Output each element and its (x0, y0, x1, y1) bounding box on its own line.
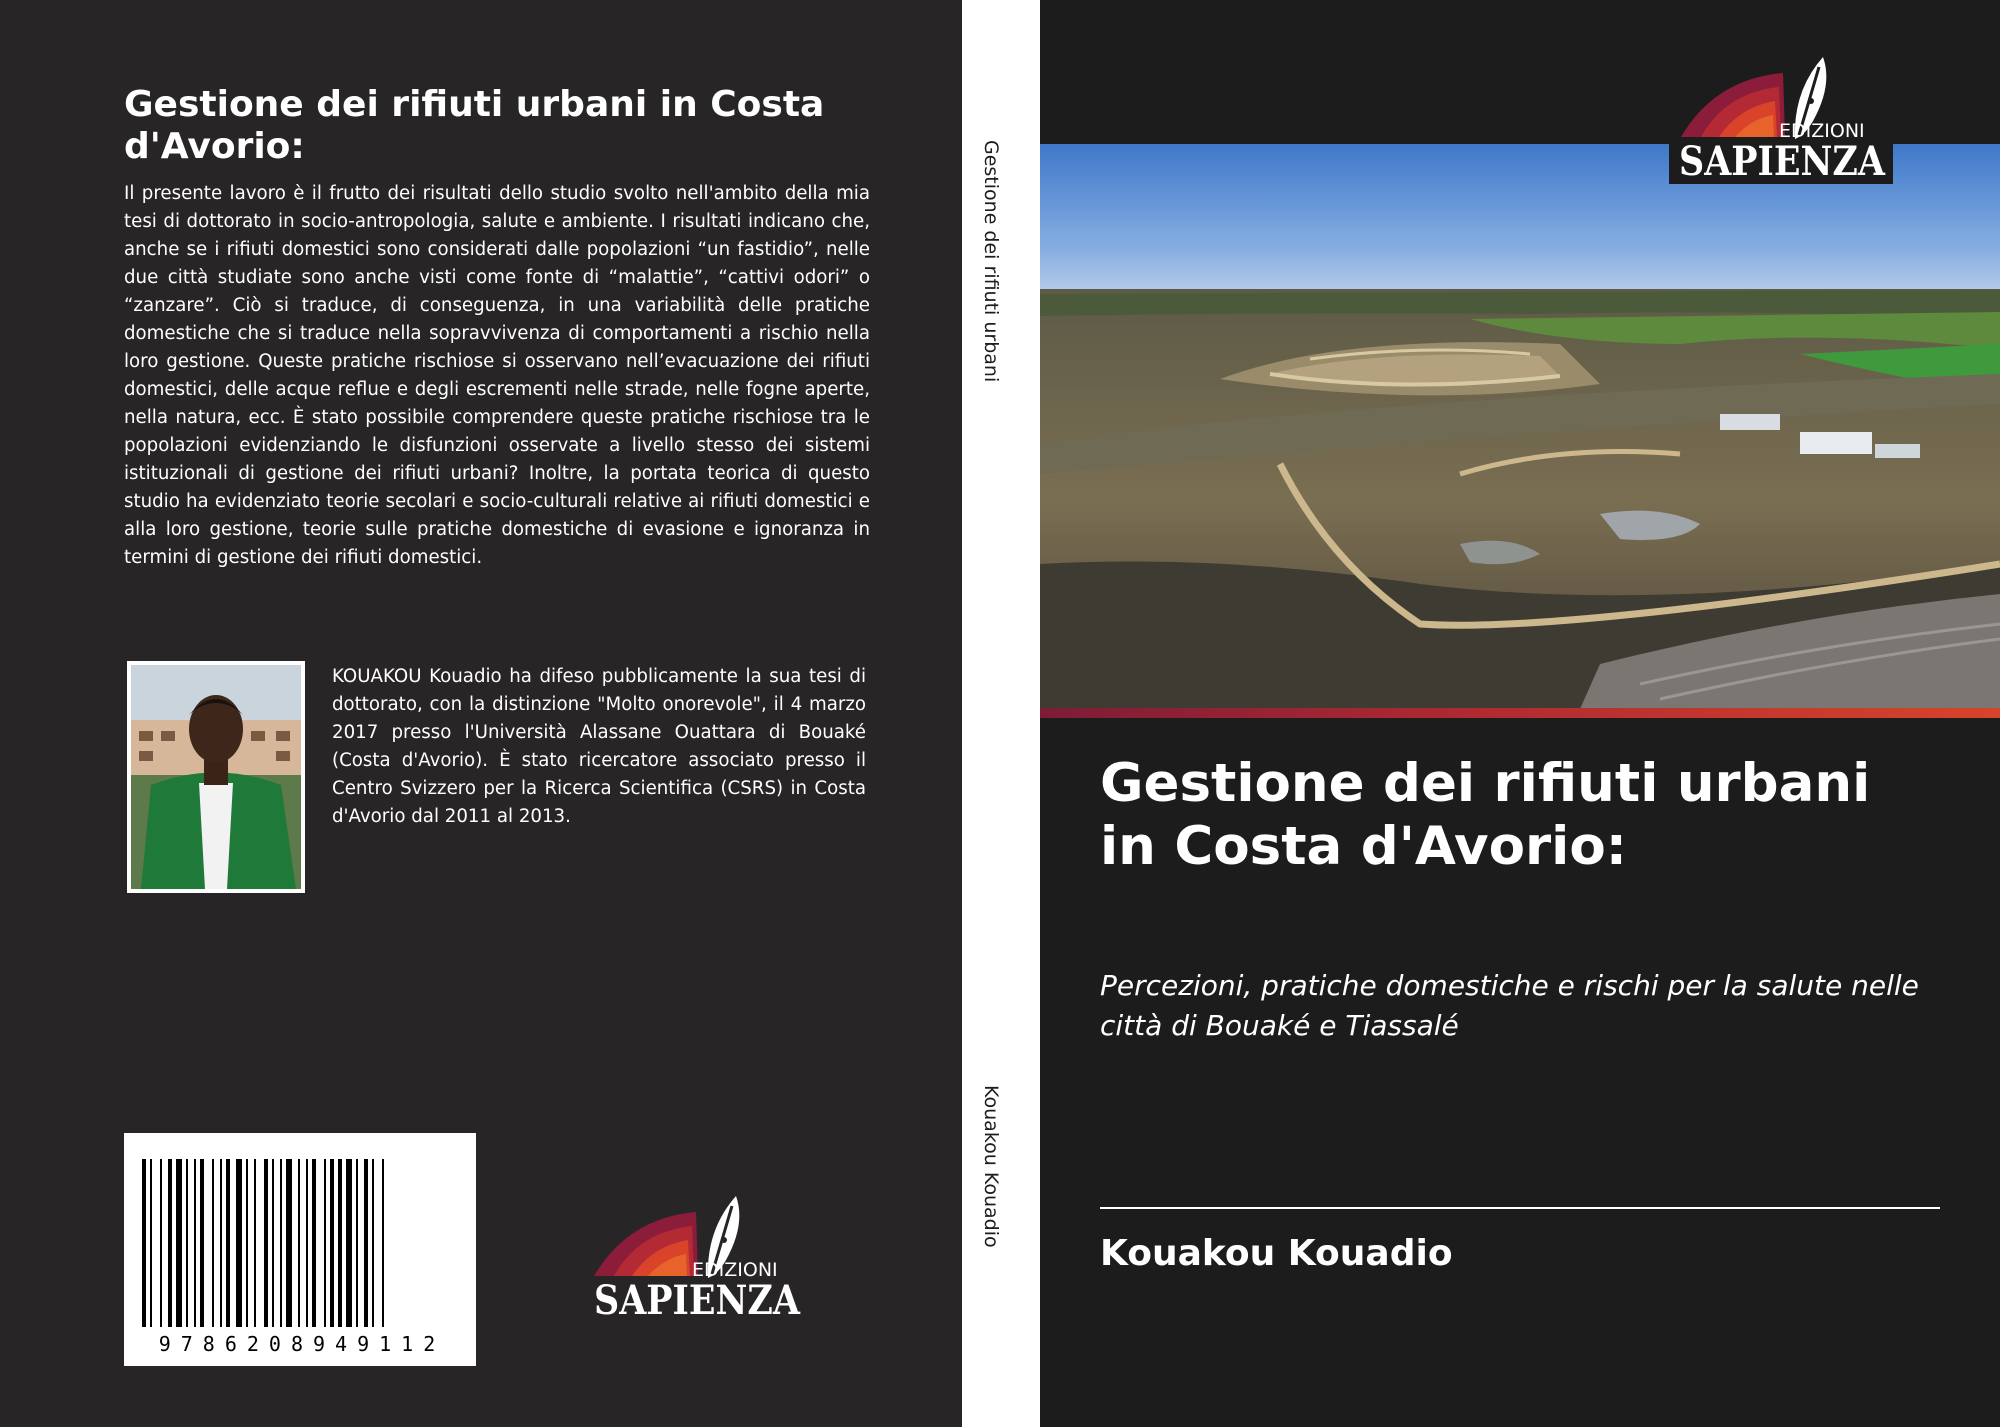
barcode-bar (226, 1159, 230, 1327)
barcode-bar (200, 1159, 204, 1327)
accent-stripe (1040, 708, 2000, 718)
isbn-number: 9786208949112 (158, 1332, 446, 1356)
author-photo (127, 661, 305, 893)
spine-author: Kouakou Kouadio (980, 1085, 1002, 1248)
publisher-logo-back (588, 1190, 806, 1324)
barcode-bar (150, 1159, 152, 1327)
publisher-imprint-back: EDIZIONI (692, 1259, 778, 1281)
barcode-bar (338, 1159, 342, 1327)
barcode-bar (298, 1159, 300, 1327)
front-cover-author: Kouakou Kouadio (1100, 1233, 1453, 1274)
publisher-name-front: SAPIENZA (1679, 138, 1886, 185)
publisher-name-back: SAPIENZA (594, 1277, 801, 1324)
publisher-imprint-front: EDIZIONI (1779, 120, 1865, 142)
barcode-bar (168, 1159, 172, 1327)
barcode-bar (186, 1159, 188, 1327)
front-cover-title: Gestione dei rifiuti urbani in Costa d'Avorio: (1100, 753, 1871, 877)
front-cover-subtitle: Percezioni, pratiche domestiche e rischi per la salute nelle città di Bouaké e Tiassalé (1100, 969, 1919, 1042)
barcode-bar (324, 1159, 326, 1327)
barcode-bar (212, 1159, 214, 1327)
front-cover (1040, 0, 2000, 1427)
back-cover-blurb: Il presente lavoro è il frutto dei risultati dello studio svolto nell'ambito della mia tesi di dottorato in socio-antropologia, salute e ambiente. I risultati indicano che, anche se i rifiuti domestici sono considerati dalle popolazioni “un fastidio”, nelle due città studiate sono anche visti come fonte di “malattie”, “cattivi odori” o “zanzare”. Ciò si traduce, di conseguenza, in una variabilità delle pratiche domestiche che si traduce nella sopravvivenza di comportamenti a rischio nella loro gestione. Queste pratiche rischiose si osservano nell’evacuazione dei rifiuti domestici, delle acque reflue e degli escrementi nelle strade, nelle fogne aperte, nella natura, ecc. È stato possibile comprendere queste pratiche rischiose tra le popolazioni evidenziando le disfunzioni osservate a livello stesso dei sistemi istituzionali di gestione dei rifiuti urbani? Inoltre, la portata teorica di questo studio ha evidenziato teorie secolari e socio-culturali relative ai rifiuti domestici e alla loro gestione, teorie sulle pratiche domestiche di evasione e ignoranza in termini di gestione dei rifiuti domestici. (124, 183, 870, 568)
barcode-bar (236, 1159, 242, 1327)
barcode-bar (254, 1159, 256, 1327)
barcode-bar (286, 1159, 292, 1327)
back-cover-title: Gestione dei rifiuti urbani in Costa d'Avorio: (124, 84, 825, 167)
barcode-bar (272, 1159, 274, 1327)
back-cover (0, 0, 962, 1427)
barcode-bar (356, 1159, 358, 1327)
author-bio: KOUAKOU Kouadio ha difeso pubblicamente la sua tesi di dottorato, con la distinzione "Molto onorevole", il 4 marzo 2017 presso l'Università Alassane Ouattara di Bouaké (Costa d'Avorio). È stato ricercatore associato presso il Centro Svizzero per la Ricerca Scientifica (CSRS) in Costa d'Avorio dal 2011 al 2013. (332, 666, 866, 827)
publisher-logo-front (1669, 51, 1893, 184)
barcode-bars (124, 1133, 476, 1333)
title-divider (1100, 1207, 1940, 1209)
barcode-bar (280, 1159, 282, 1327)
isbn-barcode (124, 1133, 476, 1366)
landfill-aerial-photo (1040, 144, 2000, 709)
barcode-bar (364, 1159, 368, 1327)
barcode-bar (246, 1159, 248, 1327)
barcode-bar (330, 1159, 334, 1327)
barcode-bar (160, 1159, 162, 1327)
barcode-bar (142, 1159, 146, 1327)
barcode-bar (264, 1159, 268, 1327)
spine-title: Gestione dei rifiuti urbani (980, 140, 1002, 383)
barcode-bar (176, 1159, 182, 1327)
barcode-bar (220, 1159, 222, 1327)
barcode-bar (372, 1159, 374, 1327)
barcode-bar (346, 1159, 352, 1327)
barcode-bar (312, 1159, 316, 1327)
barcode-bar (382, 1159, 384, 1327)
barcode-bar (194, 1159, 196, 1327)
barcode-bar (306, 1159, 308, 1327)
